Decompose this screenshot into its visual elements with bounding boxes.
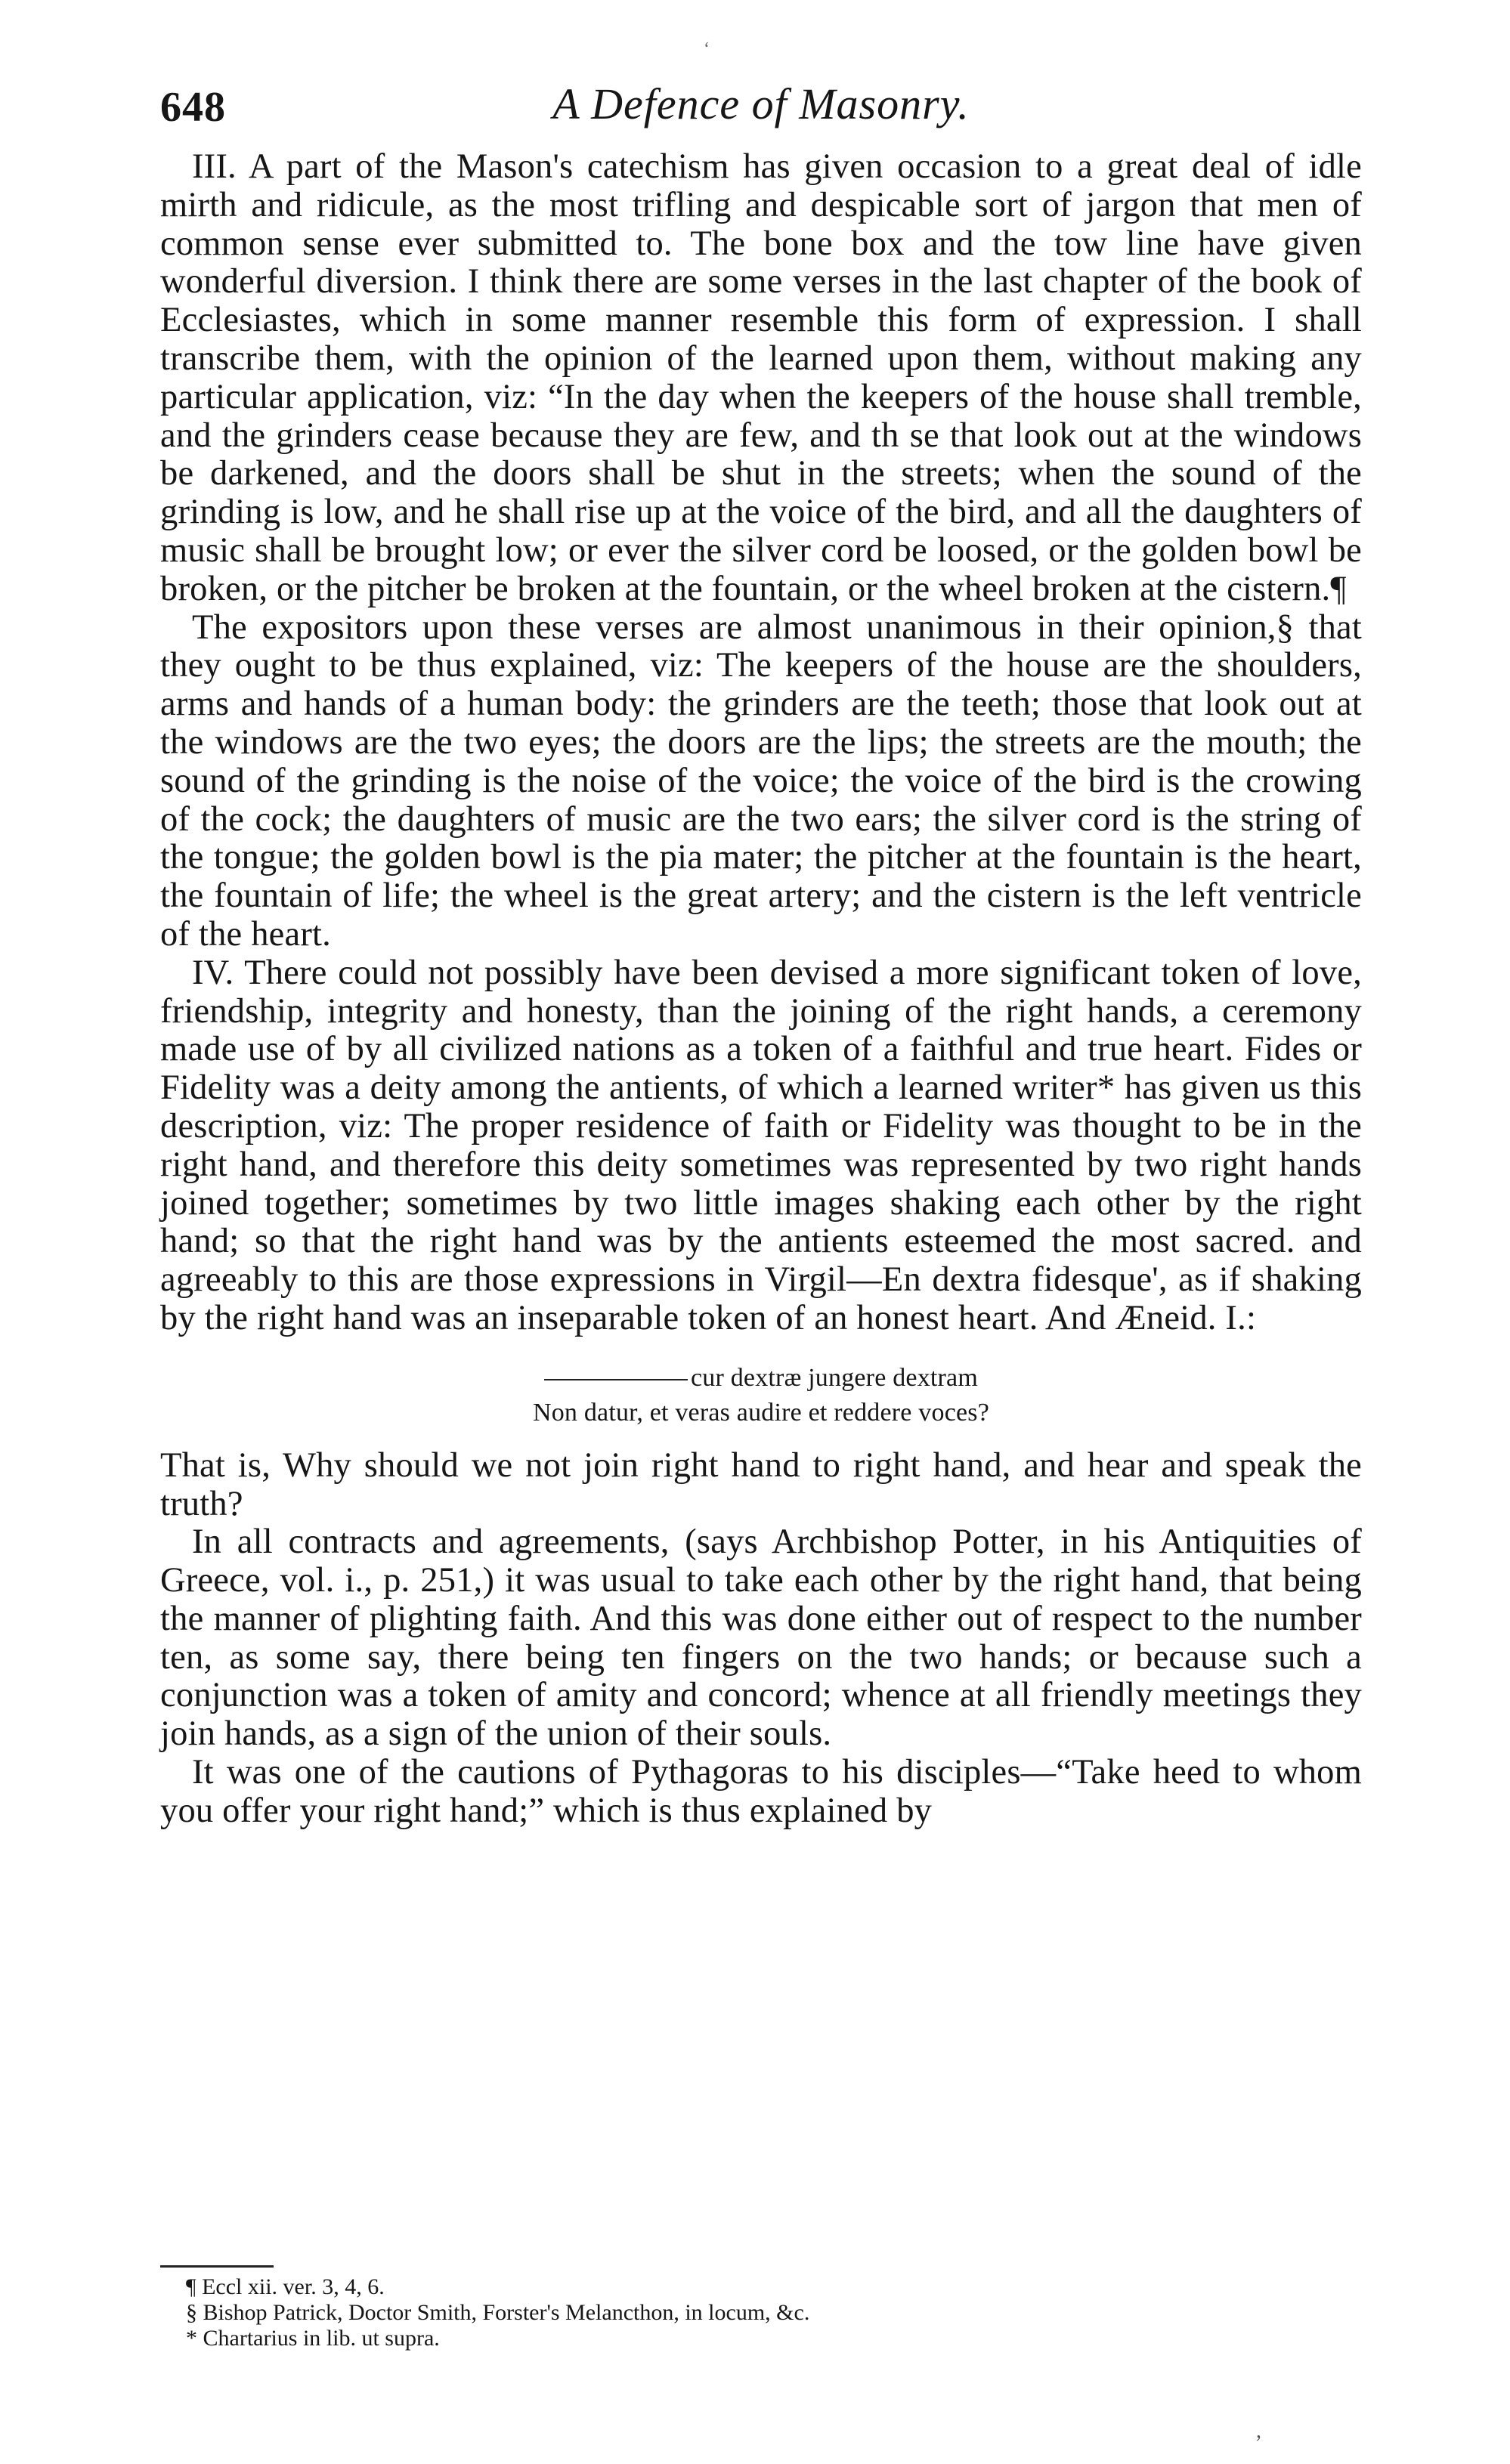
paragraph-pythagoras: It was one of the cautions of Pythagoras to his disciples—“Take heed to whom you offer your right hand;” which is thus explained by <box>160 1753 1362 1830</box>
stray-mark-bottom: , <box>1256 2419 1261 2443</box>
paragraph-contracts: In all contracts and agreements, (says Archbishop Potter, in his Antiquities of Greece, vol. i., p. 251,) it was usual to take each other by the right hand, that being the manner of plighting faith. And this was done either out of respect to the number ten, as some say, there being ten fingers on the two hands; or because such a conjunction was a token of amity and concord; whence at all friendly meetings they join hands, as a sign of the union of their souls. <box>160 1523 1362 1754</box>
stray-mark: ‘ <box>704 39 710 59</box>
virgil-quote <box>160 1361 1362 1430</box>
body-text <box>160 148 1362 1831</box>
paragraph-expositors: The expositors upon these verses are almost unanimous in their opinion,§ that they ought to be thus explained, viz: The keepers of the house are the shoulders, arms and hands of a human body: the grinders are the teeth; those that look out at the windows are the two eyes; the doors are the lips; the streets are the mouth; the sound of the grinding is the noise of the voice; the voice of the bird is the crowing of the cock; the daughters of music are the two ears; the silver cord is the string of the tongue; the golden bowl is the pia mater; the pitcher at the fountain is the heart, the fountain of life; the wheel is the great artery; and the cistern is the left ventricle of the heart. <box>160 607 1362 954</box>
quote-line-1 <box>160 1361 1362 1396</box>
running-title: A Defence of Masonry. <box>552 79 970 128</box>
quote-dash <box>544 1379 688 1380</box>
paragraph-iii: III. A part of the Mason's catechism has given occasion to a great deal of idle mirth and ridicule, as the most trifling and despicable sort of jargon that men of common sense ever submitted to. The bone box and the tow line have given wonderful diversion. I think there are some verses in the last chapter of the book of Ecclesiastes, which in some manner resemble this form of expression. I shall transcribe them, with the opinion of the learned upon them, without making any particular application, viz: “In the day when the keepers of the house shall tremble, and the grinders cease because they are few, and th se that look out at the windows be darkened, and the doors shall be shut in the streets; when the sound of the grinding is low, and he shall rise up at the voice of the bird, and all the daughters of music shall be brought low; or ever the silver cord be loosed, or the golden bowl be broken, or the pitcher be broken at the fountain, or the wheel broken at the cistern.¶ <box>160 147 1362 608</box>
footnotes <box>186 2274 1320 2351</box>
quote-line-2: Non datur, et veras audire et reddere voces? <box>532 1398 990 1427</box>
footnote-section: § Bishop Patrick, Doctor Smith, Forster's Melancthon, in locum, &c. <box>186 2300 810 2325</box>
paragraph-that-is: That is, Why should we not join right hand to right hand, and hear and speak the truth? <box>160 1445 1362 1523</box>
footnote-asterisk: * Chartarius in lib. ut supra. <box>186 2326 440 2351</box>
page-header <box>160 79 1362 139</box>
quote-line-1-text: cur dextræ jungere dextram <box>691 1363 978 1392</box>
book-page <box>160 0 1362 2464</box>
paragraph-iv: IV. There could not possibly have been devised a more significant token of love, friendship, integrity and honesty, than the joining of the right hands, a ceremony made use of by all civilized nations as a token of a faithful and true heart. Fides or Fidelity was a deity among the antients, of which a learned writer* has given us this description, viz: The proper residence of faith or Fidelity was thought to be in the right hand, and therefore this deity sometimes was represented by two right hands joined together; sometimes by two little images shaking each other by the right hand; so that the right hand was by the antients esteemed the most sacred. and agreeably to this are those expressions in Virgil—En dextra fidesque', as if shaking by the right hand was an inseparable token of an honest heart. And Æneid. I.: <box>160 953 1362 1337</box>
footnote-rule <box>160 2265 274 2268</box>
page-number: 648 <box>160 84 226 131</box>
footnote-pilcrow: ¶ Eccl xii. ver. 3, 4, 6. <box>186 2274 385 2299</box>
